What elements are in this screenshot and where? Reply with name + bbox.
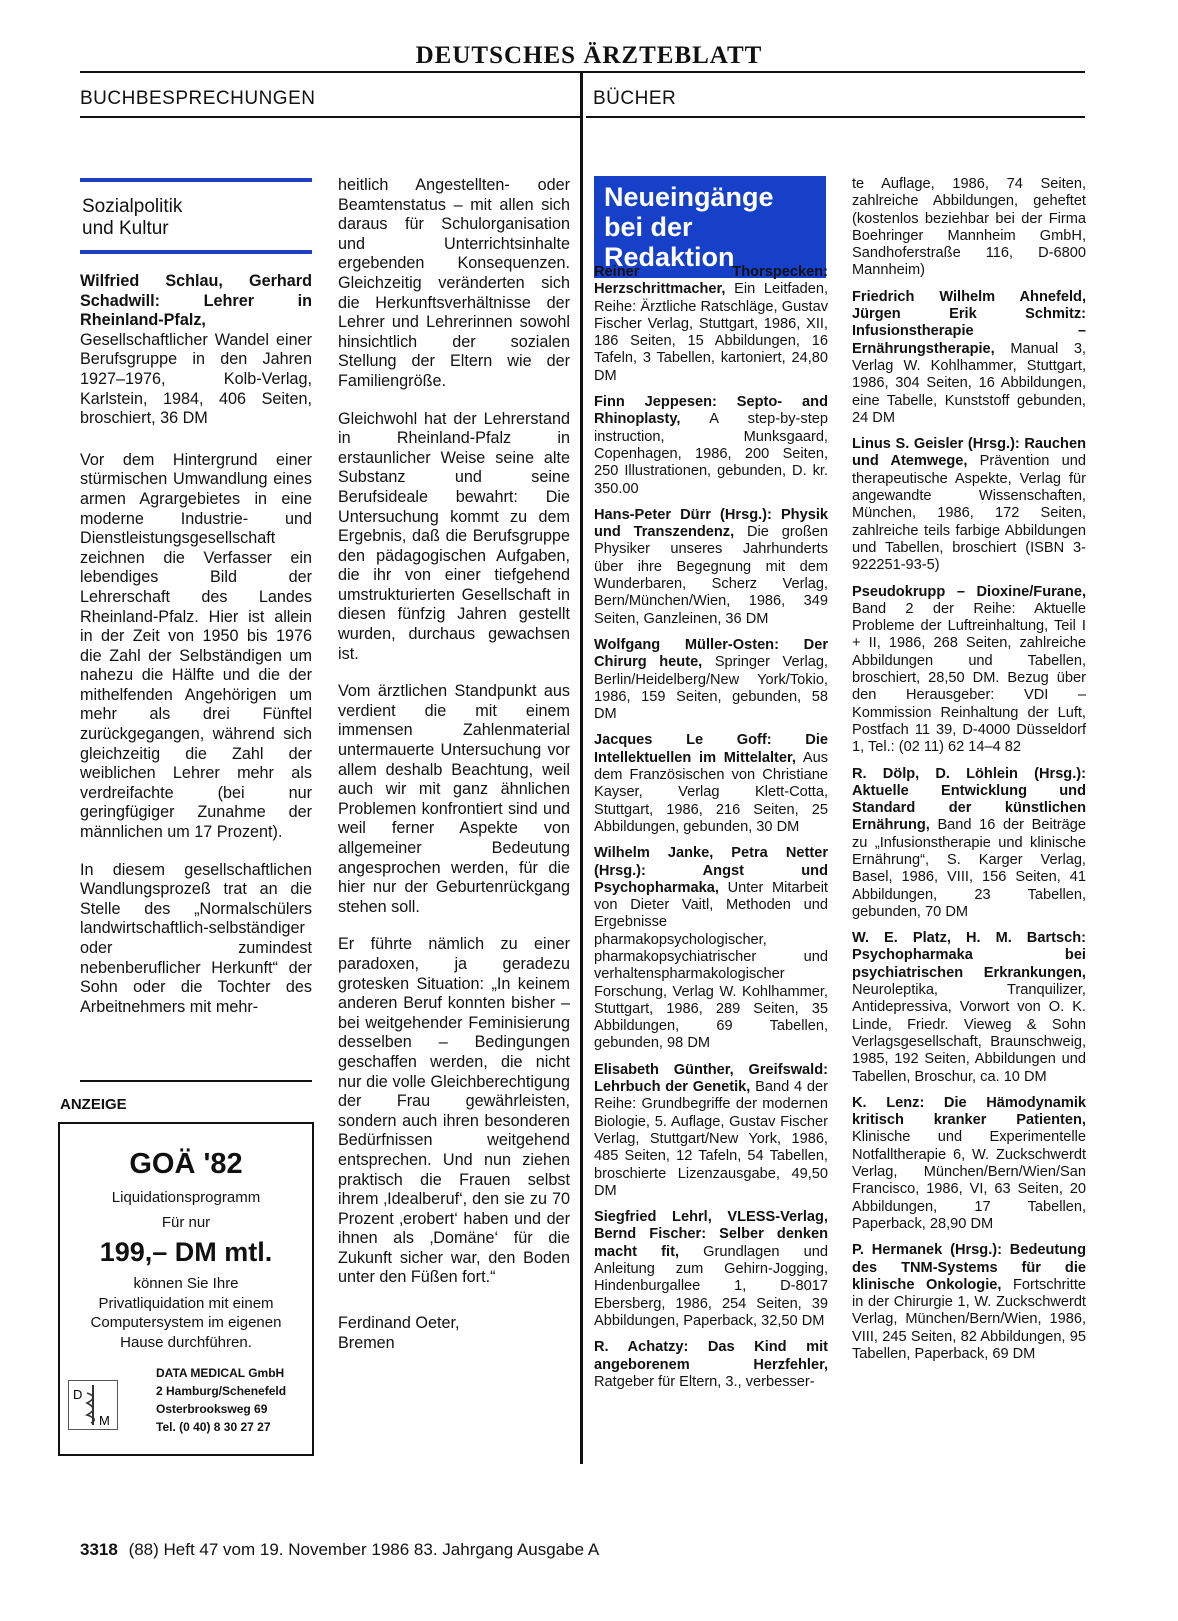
- section-title-line2: und Kultur: [82, 218, 169, 239]
- data-medical-logo-icon: [68, 1380, 118, 1430]
- book-entry-details: Band 2 der Reihe: Aktuelle Probleme der Luftreinhaltung, Teil I + II, 1986, 268 Seiten, zahlreiche Abbildungen und Tabellen, broschiert, 28,50 DM. Bezug über den Herausgeber: VDI – Kommission Reinhaltung der Luft, Postfach 11 39, D-4000 Düsseldorf 1, Tel.: (02 11) 62 14–4 82: [852, 600, 1086, 756]
- book-entry-details: A step-by-step instruction, Munksgaard, Copenhagen, 1986, 200 Seiten, 250 Illustrationen, gebunden, D. kr. 350.00: [594, 411, 828, 497]
- book-entry-details: Ratgeber für Eltern, 3., verbesser-: [594, 1373, 815, 1390]
- review-citation: [80, 272, 312, 429]
- book-entry-title: Reiner Thorspecken: Herzschrittmacher,: [594, 264, 828, 298]
- book-entry-details: Springer Verlag, Berlin/Heidelberg/New York/Tokio, 1986, 159 Seiten, gebunden, 58 DM: [594, 654, 828, 723]
- book-entry-title: R. Achatzy: Das Kind mit angeborenem Herzfehler,: [594, 1339, 828, 1373]
- book-entry: [594, 507, 828, 628]
- ad-company-block: [156, 1364, 286, 1436]
- book-entry: [594, 394, 828, 498]
- book-entry: [852, 436, 1086, 574]
- book-entry-details: Fortschritte in der Chirurgie 1, W. Zuckschwerdt Verlag, München/Bern/Wien, 1986, VIII, 245 Seiten, 82 Abbildungen, 95 Tabellen, Paperback, 69 DM: [852, 1276, 1086, 1362]
- book-entry-title: Friedrich Wilhelm Ahnefeld, Jürgen Erik Schmitz: Infusionstherapie – Ernährungstherapie,: [852, 288, 1086, 357]
- section-rule-right: [586, 116, 1085, 118]
- book-entry-details: Klinische und Experimentelle Notfalltherapie 6, W. Zuckschwerdt Verlag, München/Bern/Wien/San Francisco, 1986, VI, 63 Seiten, 20 Abbildungen, 17 Tabellen, Paperback, 28,90 DM: [852, 1129, 1086, 1232]
- book-entry-details: Aus dem Französischen von Christiane Kayser, Verlag Klett-Cotta, Stuttgart, 1986, 216 Seiten, 25 Abbildungen, gebunden, 30 DM: [594, 749, 828, 835]
- ad-company: DATA MEDICAL GmbH: [156, 1366, 285, 1380]
- review-paragraph: Vom ärztlichen Standpunkt aus verdient die mit einem immensen Zahlenmaterial untermauerte Untersuchung vor allem deshalb Beachtung, weil auch wir mit ganz ähnlichen Problemen konfrontiert sind und weil ferner Aspekte von allgemeiner Bedeutung angesprochen werden, für die hier nur der Geburtenrückgang stehen soll.: [338, 682, 570, 916]
- review-citation-title: Wilfried Schlau, Gerhard Schadwill: Lehrer in Rheinland-Pfalz,: [80, 272, 312, 330]
- logo-letter-m: M: [99, 1413, 110, 1428]
- ad-desc-line: Computersystem im eigenen: [90, 1314, 282, 1331]
- book-entry-title: Hans-Peter Dürr (Hrsg.): Physik und Transzendenz,: [594, 506, 828, 541]
- ad-desc-line: Hause durchführen.: [120, 1333, 252, 1351]
- book-entry: [594, 845, 828, 1053]
- page-footer: [80, 1540, 599, 1560]
- book-entry-title: Elisabeth Günther, Greifswald: Lehrbuch der Genetik,: [594, 1061, 828, 1096]
- section-header-right: BÜCHER: [593, 88, 677, 109]
- book-entry-details: Band 16 der Beiträge zu „Infusionstherapie und klinische Ernährung“, S. Karger Verlag, Basel, 1986, VIII, 156 Seiten, 41 Abbildungen, 23 Tabellen, gebunden, 70 DM: [852, 817, 1086, 920]
- review-paragraph: Vor dem Hintergrund einer stürmischen Umwandlung eines armen Agrargebietes in eine moderne Industrie- und Dienstleistungsgesellschaft zeichnen die Verfasser ein lebendiges Bild der Lehrerschaft des Landes Rheinland-Pfalz. Hier ist allein in der Zeit von 1950 bis 1976 die Zahl der Selbständigen um nahezu die Hälfte und die der mithelfenden Angehörigen um mehr als drei Fünftel zurückgegangen, während sich gleichzeitig die Zahl der weiblichen Lehrer mehr als verdreifachte (bei nur geringfügiger Zunahme der männlichen um 17 Prozent).: [80, 450, 312, 842]
- ad-rule: [80, 1080, 312, 1082]
- book-entry-title: Linus S. Geisler (Hrsg.): Rauchen und Atemwege,: [852, 436, 1086, 470]
- section-title-line1: Sozialpolitik: [82, 196, 183, 217]
- column-divider: [580, 72, 583, 1464]
- book-entry-details: Band 4 der Reihe: Grundbegriffe der modernen Biologie, 5. Auflage, Gustav Fischer Verlag, Stuttgart/New York, 1986, 485 Seiten, 12 Tafeln, 54 Tabellen, broschierte Lizenzausgabe, 49,50 DM: [594, 1079, 828, 1199]
- masthead: DEUTSCHES ÄRZTEBLATT: [415, 42, 763, 69]
- book-entry-title: K. Lenz: Die Hämodynamik kritisch kranker Patienten,: [852, 1094, 1086, 1129]
- book-entry: [594, 1339, 828, 1391]
- book-entry: [852, 766, 1086, 922]
- review-paragraph: In diesem gesellschaftlichen Wandlungsprozeß trat an die Stelle des „Normalschülers landwirtschaftlich-selbständiger oder zumindest nebenberuflicher Herkunft“ der Sohn oder die Tochter des Arbeitnehmers mit mehr-: [80, 860, 312, 1016]
- section-bar-top: [80, 178, 312, 182]
- new-arrivals-badge: [594, 176, 826, 278]
- book-entry-details: Manual 3, Verlag W. Kohlhammer, Stuttgart, 1986, 304 Seiten, 16 Abbildungen, eine Tabelle, Kunststoff gebunden, 24 DM: [852, 340, 1086, 426]
- ad-address-line1: 2 Hamburg/Schenefeld: [156, 1384, 287, 1398]
- book-entry: [594, 264, 828, 385]
- book-entry-title: P. Hermanek (Hrsg.): Bedeutung des TNM-Systems für die klinische Onkologie,: [852, 1242, 1086, 1293]
- book-entry-details: te Auflage, 1986, 74 Seiten, zahlreiche Abbildungen, geheftet (kostenlos beziehbar bei der Firma Boehringer Mannheim GmbH, Sandhoferstraße 116, D-6800 Mannheim): [852, 176, 1086, 279]
- book-entry-title: Wilhelm Janke, Petra Netter (Hrsg.): Angst und Psychopharmaka,: [594, 845, 828, 896]
- book-entry: [852, 289, 1086, 427]
- book-entry-title: Finn Jeppesen: Septo- and Rhinoplasty,: [594, 394, 828, 428]
- ad-label: ANZEIGE: [60, 1096, 127, 1113]
- logo-letter-d: D: [73, 1387, 83, 1402]
- book-entry-title: R. Dölp, D. Löhlein (Hrsg.): Aktuelle Entwicklung und Standard der künstlichen Ernährung,: [852, 765, 1086, 834]
- section-title: [82, 196, 182, 240]
- book-entry-details: Die großen Physiker unseres Jahrhunderts über ihre Begegnung mit dem Wunderbaren, Scherz Verlag, Bern/München/Wien, 1986, 349 Seiten, Ganzleinen, 36 DM: [594, 524, 828, 627]
- book-list-column-4: [852, 176, 1086, 1372]
- book-entry-title: Pseudokrupp – Dioxine/Furane,: [852, 583, 1086, 600]
- section-rule-left: [80, 116, 580, 118]
- book-entry-details: Unter Mitarbeit von Dieter Vaitl, Methoden und Ergebnisse pharmakopsychologischer, pharmakopsychiatrischer und verhaltenspharmakologischer Forschung, Verlag W. Kohlhammer, Stuttgart, 1986, 289 Seiten, 35 Abbildungen, 69 Tabellen, gebunden, 98 DM: [594, 879, 828, 1052]
- ad-phone: Tel. (0 40) 8 30 27 27: [156, 1420, 271, 1434]
- book-entry-title: Jacques Le Goff: Die Intellektuellen im Mittelalter,: [594, 732, 828, 766]
- book-entry-details: Ein Leitfaden, Reihe: Ärztliche Ratschläge, Gustav Fischer Verlag, Stuttgart, 1986, XII, 186 Seiten, 15 Abbildungen, 16 Tafeln, 3 Tabellen, kartoniert, 24,80 DM: [594, 281, 828, 384]
- book-list-column-3: [594, 264, 828, 1400]
- book-entry: [594, 1062, 828, 1200]
- book-entry-details: Prävention und therapeutische Aspekte, Verlag für angewandte Wissenschaften, München, 1986, 172 Seiten, zahlreiche teils farbige Abbildungen und Tabellen, broschiert (ISBN 3-922251-93-5): [852, 453, 1086, 574]
- book-entry: [594, 637, 828, 723]
- ad-title: GOÄ '82: [129, 1148, 243, 1180]
- book-entry: [594, 732, 828, 836]
- book-entry: [852, 1095, 1086, 1233]
- ad-for-only: Für nur: [161, 1214, 211, 1231]
- book-entry-title: Siegfried Lehrl, VLESS-Verlag, Bernd Fischer: Selber denken macht fit,: [594, 1209, 828, 1260]
- ad-address-line2: Osterbrooksweg 69: [156, 1402, 268, 1416]
- review-paragraph: Er führte nämlich zu einer paradoxen, ja geradezu grotesken Situation: „In keinem anderen Beruf konnten bisher – bei weitgehender Feminisierung desselben – Bedingungen geschaffen werden, die nicht nur die volle Gleichberechtigung der Frau gewährleisten, sondern auch ihren besonderen Bedürfnissen weitgehend entsprechen. Und nun ziehen praktisch die Frauen selbst ihrem ‚Idealberuf‘, den sie zu 70 Prozent ‚erobert‘ haben und der ihnen als ‚Domäne‘ für die Zukunft sicher war, den Boden unter den Füßen fort.“: [338, 935, 570, 1287]
- review-column-1: [80, 272, 312, 1035]
- footer-issue-info: (88) Heft 47 vom 19. November 1986 83. Jahrgang Ausgabe A: [128, 1540, 600, 1559]
- new-arrivals-line1: Neueingänge: [604, 182, 774, 212]
- book-entry-details: Neuroleptika, Tranquilizer, Antidepressiva, Vorwort von O. K. Linde, Friedr. Vieweg & Sohn Verlagsgesellschaft, Braunschweig, 1985, 192 Seiten, Abbildungen und Tabellen, Broschur, ca. 10 DM: [852, 982, 1086, 1085]
- ad-price: 199,– DM mtl.: [99, 1237, 273, 1267]
- section-header-left: BUCHBESPRECHUNGEN: [80, 88, 316, 109]
- ad-description: [60, 1274, 312, 1352]
- ad-desc-line: können Sie Ihre: [133, 1275, 239, 1292]
- book-entry-title: W. E. Platz, H. M. Bartsch: Psychopharmaka bei psychiatrischen Erkrankungen,: [852, 930, 1086, 981]
- review-author-name: Ferdinand Oeter,: [338, 1314, 460, 1333]
- section-bar-bottom: [80, 250, 312, 254]
- page-number: 3318: [80, 1540, 118, 1559]
- book-entry-title: Wolfgang Müller-Osten: Der Chirurg heute,: [594, 636, 828, 671]
- review-paragraph: Gleichwohl hat der Lehrerstand in Rheinland-Pfalz in erstaunlicher Weise seine alte Substanz und seine Berufsideale bewahrt: Die Untersuchung kommt zu dem Ergebnis, daß die Berufsgruppe den pädagogischen Aufgaben, die ihr von einer tiefgehend umstrukturierten Gesellschaft in diesen fünfzig Jahren gestellt wurden, durchaus gewachsen ist.: [338, 409, 570, 663]
- book-entry: [852, 1242, 1086, 1363]
- ad-box: [58, 1122, 314, 1456]
- review-column-2: [338, 176, 570, 1353]
- book-entry: [852, 176, 1086, 280]
- book-entry-details: Grundlagen und Anleitung zum Gehirn-Jogging, Hindenburgallee 1, D-8017 Ebersberg, 1986, 254 Seiten, 39 Abbildungen, Paperback, 32,50 DM: [594, 1243, 828, 1329]
- review-author: [338, 1314, 570, 1353]
- ad-desc-line: Privatliquidation mit einem: [98, 1294, 274, 1312]
- review-citation-details: Gesellschaftlicher Wandel einer Berufsgruppe in den Jahren 1927–1976, Kolb-Verlag, Karlstein, 1984, 406 Seiten, broschiert, 36 DM: [80, 330, 312, 428]
- book-entry: [852, 584, 1086, 757]
- new-arrivals-line2: bei der Redaktion: [604, 212, 735, 272]
- review-author-city: Bremen: [338, 1333, 395, 1352]
- review-paragraph: heitlich Angestellten- oder Beamtenstatus – mit allen sich daraus für Schulorganisation und Unterrichtsinhalte ergebenden Konsequenzen. Gleichzeitig veränderten sich die Herkunftsverhältnisse der Lehrer und Lehrerinnen sowohl hinsichtlich der sozialen Stellung der Eltern wie der Familiengröße.: [338, 176, 570, 390]
- ad-subtitle: Liquidationsprogramm: [111, 1189, 261, 1206]
- book-entry: [594, 1209, 828, 1330]
- book-entry: [852, 930, 1086, 1086]
